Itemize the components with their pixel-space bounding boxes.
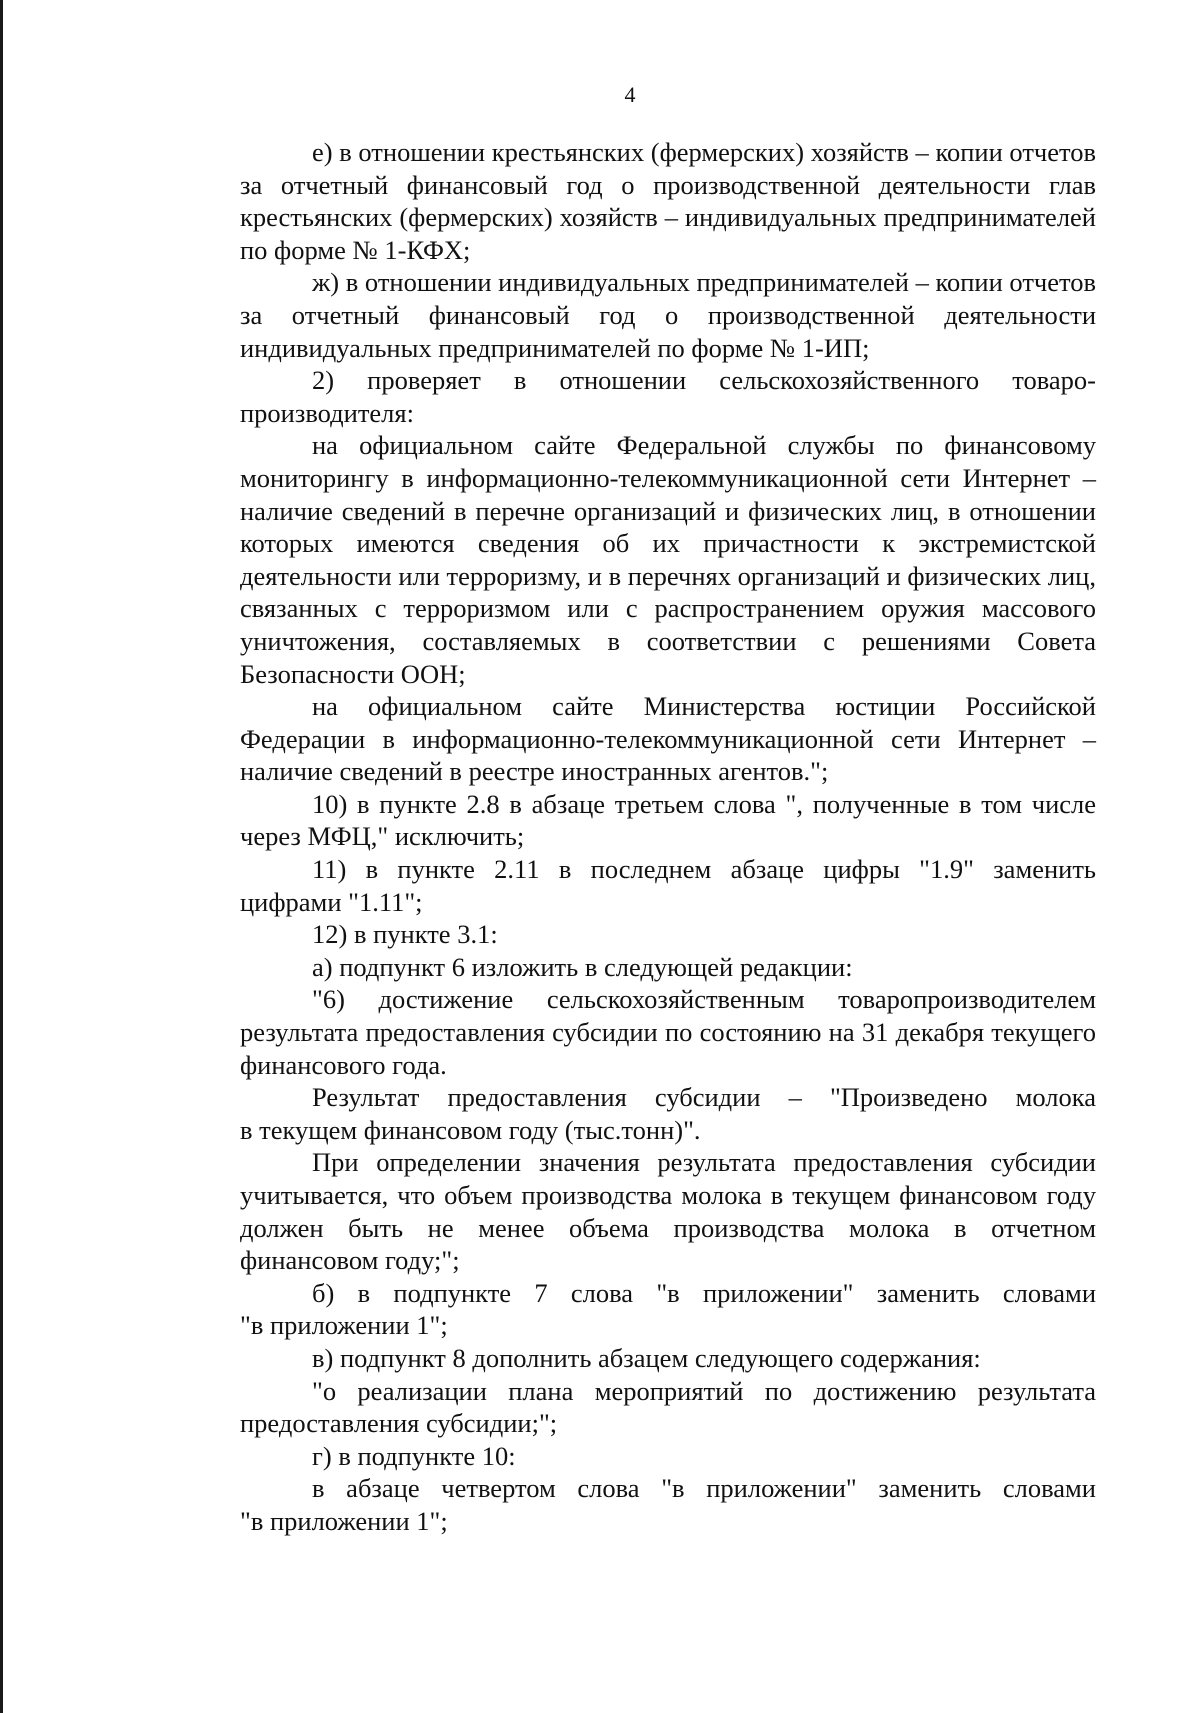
text-line: через МФЦ," исключить; (240, 821, 525, 852)
document-body (168, 136, 1096, 1538)
text-line: "6) достижение сельскохозяйственным товаропроизводителем (312, 984, 1096, 1015)
text-line: в) подпункт 8 дополнить абзацем следующего содержания: (312, 1342, 981, 1373)
paragraph (168, 429, 1096, 690)
paragraph (168, 1472, 1096, 1537)
text-line: крестьянских (фермерских) хозяйств – индивидуальных предпринимателей (240, 202, 1096, 233)
text-line: за отчетный финансовый год о производственной деятельности (240, 299, 1096, 330)
text-line: Результат предоставления субсидии – "Произведено молока (312, 1082, 1096, 1113)
text-line: связанных с терроризмом или с распространением оружия массового (240, 593, 1096, 624)
text-line: б) в подпункте 7 слова "в приложении" заменить словами (312, 1277, 1096, 1308)
text-line: ж) в отношении индивидуальных предпринимателей – копии отчетов (312, 267, 1096, 298)
text-line: индивидуальных предпринимателей по форме № 1-ИП; (240, 332, 870, 363)
paragraph (168, 1375, 1096, 1440)
text-line: наличие сведений в реестре иностранных агентов."; (240, 756, 829, 787)
paragraph (168, 690, 1096, 788)
text-line: предоставления субсидии;"; (240, 1408, 558, 1439)
text-line: которых имеются сведения об их причастности к экстремистской (240, 528, 1096, 559)
text-line: производителя: (240, 397, 414, 428)
text-line: г) в подпункте 10: (312, 1440, 516, 1471)
paragraph (168, 951, 1096, 984)
paragraph (168, 918, 1096, 951)
text-line: 12) в пункте 3.1: (312, 919, 498, 950)
text-line: "в приложении 1"; (240, 1505, 448, 1536)
text-line: а) подпункт 6 изложить в следующей редакции: (312, 951, 853, 982)
page-number: 4 (624, 82, 636, 107)
paragraph (168, 1081, 1096, 1146)
text-line: должен быть не менее объема производства молока в отчетном (240, 1212, 1096, 1243)
paragraph (168, 1440, 1096, 1473)
paragraph (168, 1277, 1096, 1342)
text-line: Безопасности ООН; (240, 658, 466, 689)
text-line: учитывается, что объем производства молока в текущем финансовом году (240, 1180, 1096, 1210)
text-line: наличие сведений в перечне организаций и физических лиц, в отношении (240, 495, 1096, 526)
text-line: При определении значения результата предоставления субсидии (312, 1147, 1096, 1178)
text-line: в абзаце четвертом слова "в приложении" заменить словами (312, 1473, 1096, 1504)
text-line: финансового года. (240, 1049, 447, 1080)
text-line: 11) в пункте 2.11 в последнем абзаце цифры "1.9" заменить (312, 854, 1096, 885)
text-line: уничтожения, составляемых в соответствии с решениями Совета (240, 625, 1096, 656)
text-line: на официальном сайте Федеральной службы по финансовому (312, 430, 1096, 461)
text-line: мониторингу в информационно-телекоммуникационной сети Интернет – (240, 462, 1096, 493)
text-line: Федерации в информационно-телекоммуникационной сети Интернет – (240, 723, 1096, 754)
paragraph (168, 853, 1096, 918)
text-line: 10) в пункте 2.8 в абзаце третьем слова ", полученные в том числе (312, 788, 1096, 819)
text-line: "о реализации плана мероприятий по достижению результата (312, 1375, 1096, 1406)
text-line: "в приложении 1"; (240, 1310, 448, 1341)
text-line: деятельности или терроризму, и в перечнях организаций и физических лиц, (240, 560, 1096, 591)
text-line: в текущем финансовом году (тыс.тонн)". (240, 1114, 701, 1145)
text-line: цифрами "1.11"; (240, 886, 423, 917)
paragraph (168, 364, 1096, 429)
paragraph (168, 983, 1096, 1081)
text-line: е) в отношении крестьянских (фермерских) хозяйств – копии отчетов (312, 137, 1096, 167)
text-line: 2) проверяет в отношении сельскохозяйственного товаро- (312, 365, 1096, 396)
paragraph (168, 1146, 1096, 1276)
text-line: за отчетный финансовый год о производственной деятельности глав (240, 169, 1096, 200)
text-line: на официальном сайте Министерства юстиции Российской (312, 691, 1096, 722)
text-line: результата предоставления субсидии по состоянию на 31 декабря текущего (240, 1017, 1096, 1048)
text-line: по форме № 1-КФХ; (240, 234, 471, 265)
paragraph (168, 1342, 1096, 1375)
scan-edge (0, 0, 3, 1713)
text-line: финансовом году;"; (240, 1245, 460, 1276)
paragraph (168, 788, 1096, 853)
paragraph (168, 266, 1096, 364)
paragraph (168, 136, 1096, 266)
